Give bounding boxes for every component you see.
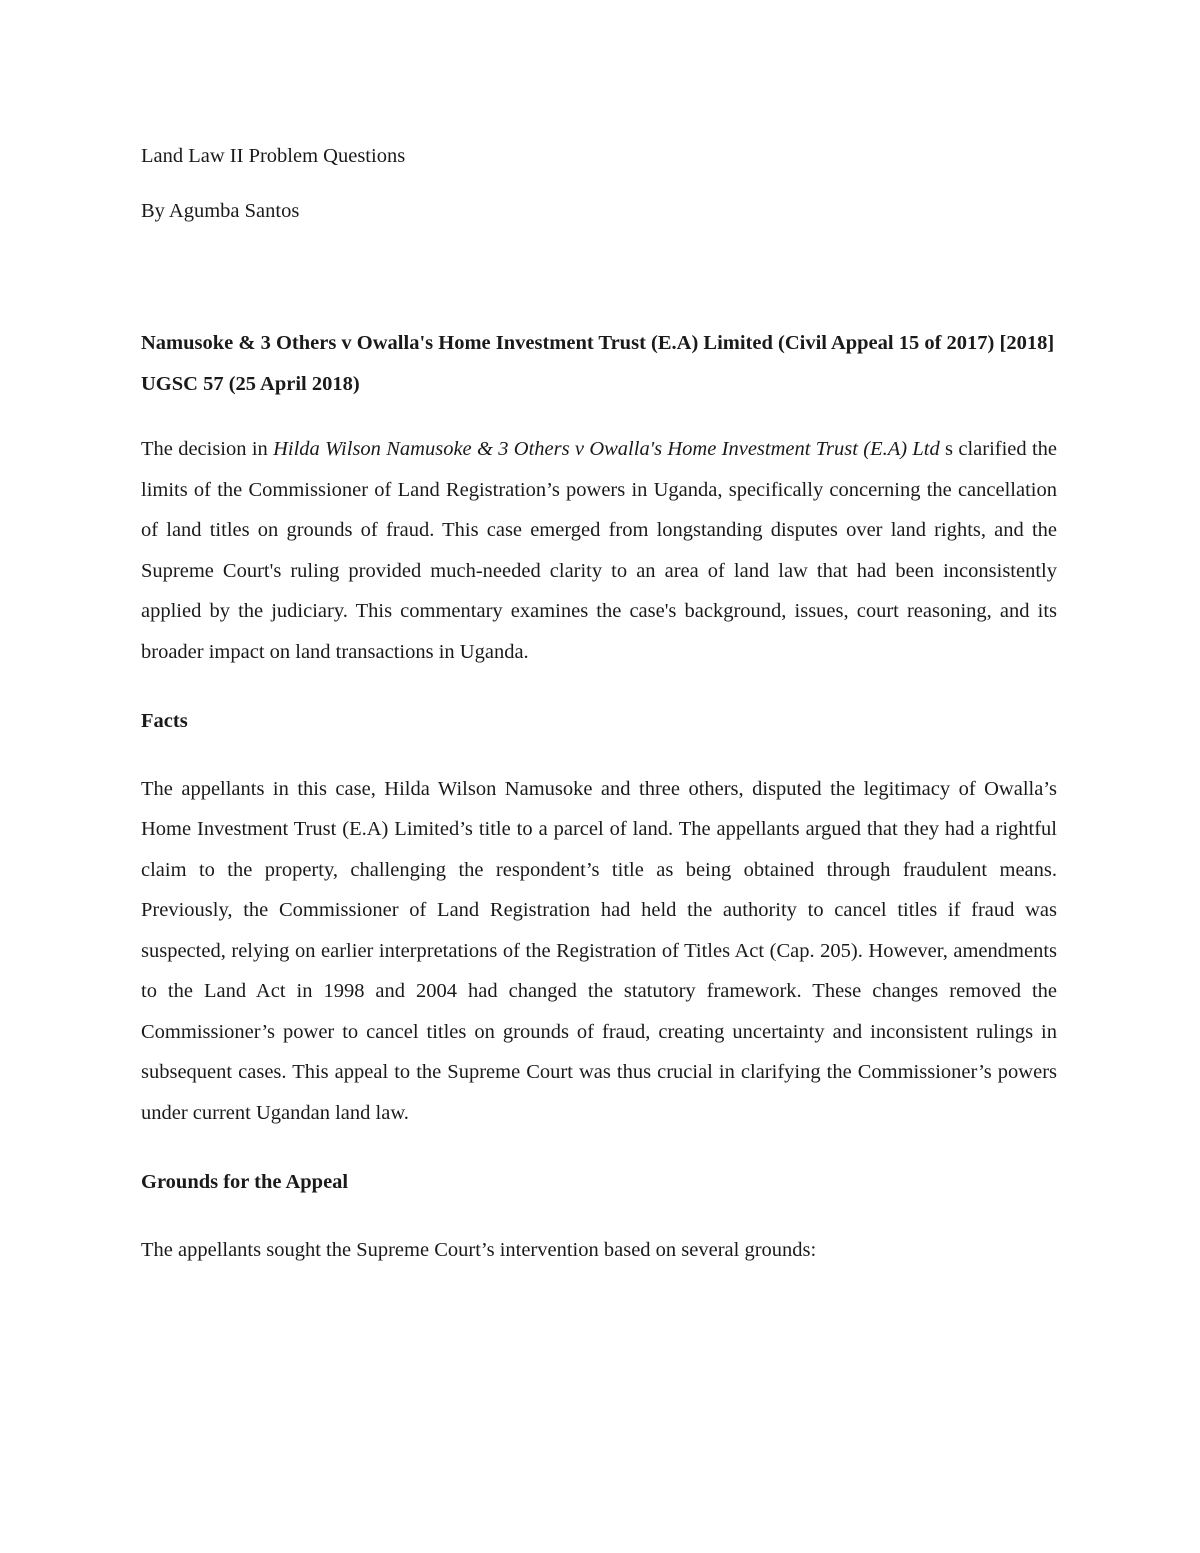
grounds-heading: Grounds for the Appeal: [141, 1171, 349, 1193]
document-page: [141, 132, 1057, 1270]
facts-heading: Facts: [141, 710, 188, 732]
intro-rest: s clarified the limits of the Commissioner of Land Registration’s powers in Uganda, specifically concerning the cancellation of land titles on grounds of fraud. This case emerged from longstanding disputes over land rights, and the Supreme Court's ruling provided much-needed clarity to an area of land law that had been inconsistently applied by the judiciary. This commentary examines the case's background, issues, court reasoning, and its broader impact on land transactions in Uganda.: [141, 438, 1057, 663]
document-title: Land Law II Problem Questions: [141, 145, 406, 167]
case-heading: Namusoke & 3 Others v Owalla's Home Investment Trust (E.A) Limited (Civil Appeal 15 of 2017) [2018] UGSC 57 (25 April 2018): [141, 332, 1055, 395]
intro-lead: The decision in: [141, 438, 274, 460]
facts-paragraph: The appellants in this case, Hilda Wilson Namusoke and three others, disputed the legitimacy of Owalla’s Home Investment Trust (E.A) Limited’s title to a parcel of land. The appellants argued that they had a rightful claim to the property, challenging the respondent’s title as being obtained through fraudulent means. Previously, the Commissioner of Land Registration had held the authority to cancel titles if fraud was suspected, relying on earlier interpretations of the Registration of Titles Act (Cap. 205). However, amendments to the Land Act in 1998 and 2004 had changed the statutory framework. These changes removed the Commissioner’s power to cancel titles on grounds of fraud, creating uncertainty and inconsistent rulings in subsequent cases. This appeal to the Supreme Court was thus crucial in clarifying the Commissioner’s powers under current Ugandan land law.: [141, 777, 1057, 1124]
document-author: By Agumba Santos: [141, 200, 300, 222]
intro-case-name: Hilda Wilson Namusoke & 3 Others v Owalla's Home Investment Trust (E.A) Ltd: [273, 438, 940, 460]
intro-paragraph: [141, 429, 1057, 672]
grounds-paragraph: The appellants sought the Supreme Court’s intervention based on several grounds:: [141, 1238, 817, 1261]
